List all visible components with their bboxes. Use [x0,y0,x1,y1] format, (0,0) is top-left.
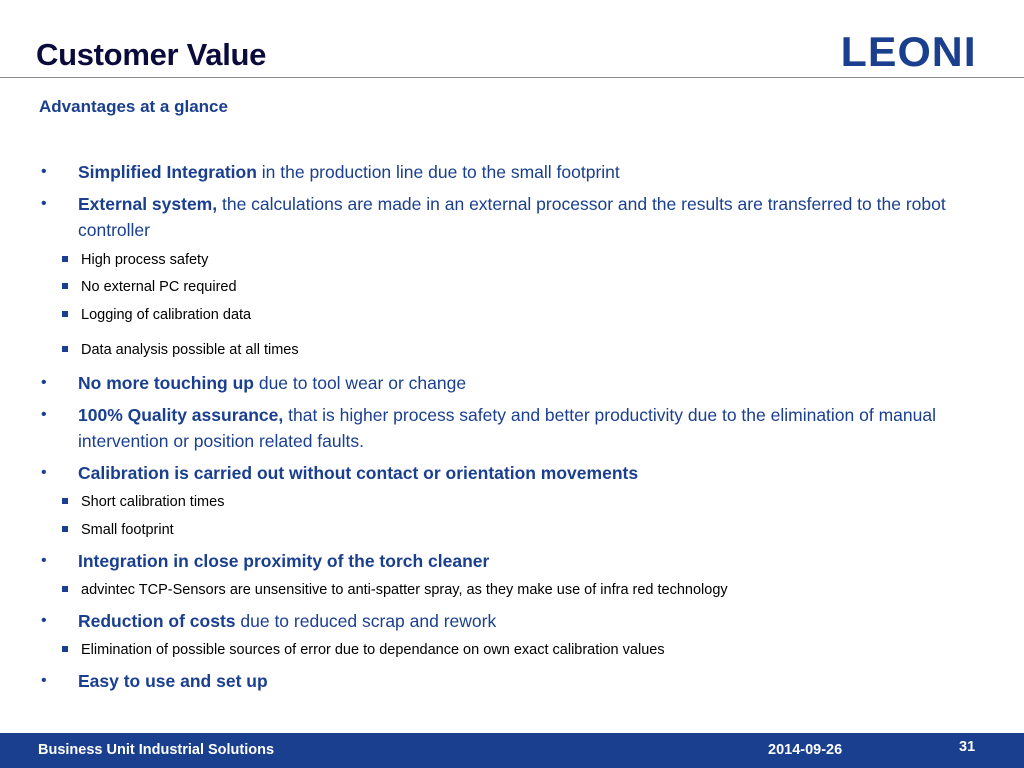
sub-bullet-text: High process safety [81,252,209,268]
sub-bullet-logging [81,306,981,324]
bullet-reduction-of-costs [41,608,988,634]
sub-bullet-short-calibration [81,493,981,511]
bullet-icon: • [41,406,47,423]
square-bullet-icon [62,283,68,289]
bullet-bold-text: No more touching up [78,373,254,393]
bullet-text: due to reduced scrap and rework [235,611,497,631]
bullet-icon: • [41,612,47,629]
bullet-bold-text: Calibration is carried out without contact or orientation movements [78,463,639,483]
title-divider [0,77,1024,78]
bullet-bold-text: Reduction of costs [78,611,236,631]
bullet-icon: • [41,672,47,689]
bullet-torch-cleaner [41,548,988,574]
sub-bullet-anti-spatter [81,581,981,599]
bullet-quality-assurance [41,402,988,454]
square-bullet-icon [62,646,68,652]
sub-bullet-elimination-of-errors [81,641,981,659]
slide-title: Customer Value [36,37,267,72]
square-bullet-icon [62,256,68,262]
square-bullet-icon [62,346,68,352]
leoni-logo: LEONI [840,28,977,75]
sub-bullet-text: Short calibration times [81,494,225,510]
bullet-calibration-contactless [41,460,988,486]
sub-bullet-text: Data analysis possible at all times [81,342,299,358]
bullet-bold-text: External system, [78,194,218,214]
sub-bullet-text: Logging of calibration data [81,307,252,323]
bullet-bold-text: Simplified Integration [78,162,257,182]
bullet-icon: • [41,195,47,212]
bullet-bold-text: Integration in close proximity of the torch cleaner [78,551,490,571]
bullet-icon: • [41,374,47,391]
bullet-easy-to-use [41,668,988,694]
sub-bullet-text: No external PC required [81,279,237,295]
square-bullet-icon [62,311,68,317]
bullet-external-system [41,191,988,243]
bullet-bold-text: 100% Quality assurance, [78,405,284,425]
bullet-icon: • [41,552,47,569]
bullet-icon: • [41,464,47,481]
page-number: 31 [959,739,976,755]
sub-bullet-text: advintec TCP-Sensors are unsensitive to anti-spatter spray, as they make use of infra red technology [81,582,728,598]
square-bullet-icon [62,586,68,592]
sub-bullet-high-process-safety [81,251,981,269]
sub-bullet-data-analysis [81,341,981,359]
bullet-icon: • [41,163,47,180]
footer-bar [0,733,1024,768]
bullet-text: that is higher process safety and better productivity due to the elimination of manual intervention or position related faults. [78,405,936,451]
bullet-simplified-integration [41,159,988,185]
sub-bullet-text: Elimination of possible sources of error due to dependance on own exact calibration values [81,642,665,658]
bullet-text: in the production line due to the small footprint [256,162,620,182]
bullet-bold-text: Easy to use and set up [78,671,268,691]
sub-bullet-no-external-pc [81,278,981,296]
square-bullet-icon [62,498,68,504]
bullet-text: due to tool wear or change [253,373,467,393]
bullet-text: the calculations are made in an external processor and the results are transferred to the robot controller [78,194,946,240]
sub-bullet-text: Small footprint [81,522,174,538]
sub-bullet-small-footprint [81,521,981,539]
square-bullet-icon [62,526,68,532]
section-subtitle: Advantages at a glance [39,97,228,116]
bullet-no-more-touching-up [41,370,988,396]
footer-business-unit: Business Unit Industrial Solutions [38,742,275,758]
footer-date: 2014-09-26 [768,742,843,758]
